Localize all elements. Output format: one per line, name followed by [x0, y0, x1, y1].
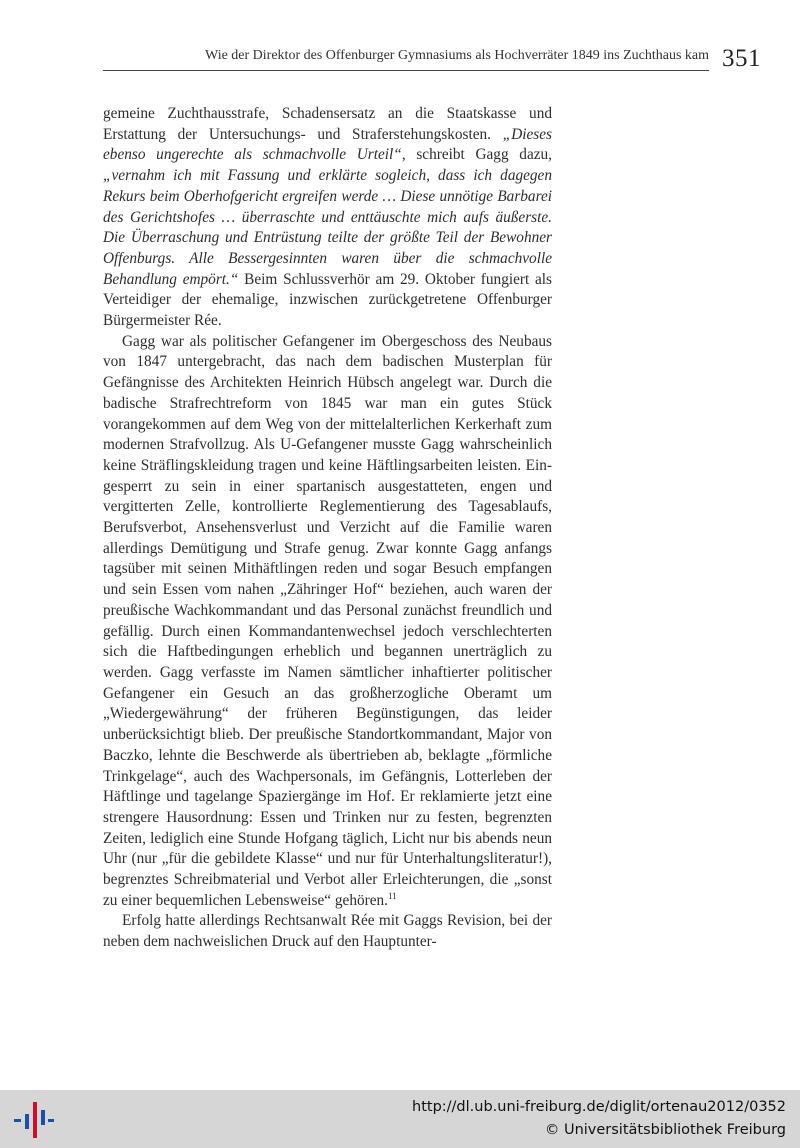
paragraph-2-text: Gagg war als politischer Gefangener im Obergeschoss des Neubaus von 1847 untergebracht, das nach dem badischen Musterplan für Gefängnisse des Architekten Heinrich Hübsch angelegt war. Durch die badische Strafrechtreform von 1845 war man ein gutes Stück vorangekommen auf dem Weg von der mittelalterlichen Kerkerhaft zum modernen Strafvollzug. Als U-Gefangener musste Gagg wahrscheinlich keine Sträflingskleidung tragen und keine Häftlingsarbeiten leisten. Eingesperrt zu sein in einer spartanisch ausgestatteten, engen und vergitterten Zelle, kontrollierte Reglementierung des Tagesablaufs, Berufsverbot, Ansehensverlust und Verzicht auf die Familie waren allerdings Demütigung und Strafe genug. Zwar konnte Gagg anfangs tagsüber mit seinen Mithäftlingen reden und sogar Besuch empfangen und sein Essen vom nahen „Zähringer Hof“ beziehen, auch waren der preußische Wachkommandant und das Personal zunächst freundlich und gefällig. Durch einen Kommandantenwechsel jedoch verschlechterten sich die Haftbedingungen erheblich und begannen unerträglich zu werden. Gagg verfasste im Namen sämtlicher inhaftierter politischer Gefangener ein Gesuch an das großherzogliche Oberamt um „Wiedergewährung“ der früheren Begünstigungen, das leider unberücksichtigt blieb. Der preußische Standortkommandant, Major von Baczko, lehnte die Beschwerde als übertrieben ab, beklagte „förmliche Trinkgelage“, auch des Wachpersonals, im Gefängnis, Lotterleben der Häftlinge und tagelange Spaziergänge im Hof. Er reklamierte jetzt eine strengere Hausordnung: Essen und Trinken nur zu festen, begrenzten Zeiten, lediglich eine Stunde Hofgang täglich, Licht nur bis abends neun Uhr (nur „für die gebildete Klasse“ und nur für Unterhaltungsliteratur!), begrenztes Schreibmaterial und Verbot aller Erleichterungen, die „sonst zu einer bequemlichen Lebensweise“ gehören.: [103, 332, 552, 909]
quote-urteil: „Dieses ebenso ungerechte als schmachvolle Urteil“: [103, 125, 552, 164]
running-title: Wie der Direktor des Offenburger Gymnasiums als Hochverräter 1849 ins Zuchthaus kam: [205, 48, 709, 63]
quote-gagg: „vernahm ich mit Fassung und erklärte sogleich, dass ich dagegen Rekurs beim Oberhofgericht ergreifen werde … Diese unnötige Barbarei des Gerichtshofes … überraschte und enttäuschte mich aufs äußerste. Die Überraschung und Entrüstung teilte der größte Teil der Bewohner Offenburgs. Alle Bessergesinnten waren über die schmachvolle Behandlung empört.“: [103, 167, 552, 288]
paragraph-1: [103, 104, 552, 332]
footer-bar: [0, 1090, 800, 1148]
paragraph-3: [103, 911, 552, 952]
paragraph-1-text-c: Beim Schlussverhör am 29. Oktober fungiert als Verteidiger der ehemalige, inzwischen zurückgetretene Offenburger Bürgermeister Rée.: [103, 270, 552, 330]
page-number: 351: [722, 45, 761, 72]
ub-freiburg-logo-icon: [14, 1100, 54, 1140]
paragraph-2: [103, 332, 552, 912]
paragraph-1-text-a: gemeine Zuchthausstrafe, Schadensersatz an die Staatskasse und Erstattung der Untersuchungs- und Straferstehungskosten.: [103, 105, 552, 143]
copyright-notice: © Universitätsbibliothek Freiburg: [544, 1122, 786, 1138]
body-text: [103, 104, 552, 953]
header-rule: [103, 70, 709, 71]
footnote-marker[interactable]: 11: [388, 890, 397, 901]
paragraph-3-text: Erfolg hatte allerdings Rechtsanwalt Rée mit Gaggs Revision, bei der neben dem nachweislichen Druck auf den Hauptunter-: [103, 912, 552, 951]
source-url[interactable]: http://dl.ub.uni-freiburg.de/diglit/ortenau2012/0352: [412, 1099, 786, 1115]
paragraph-1-text-b: , schreibt Gagg dazu,: [401, 146, 552, 164]
